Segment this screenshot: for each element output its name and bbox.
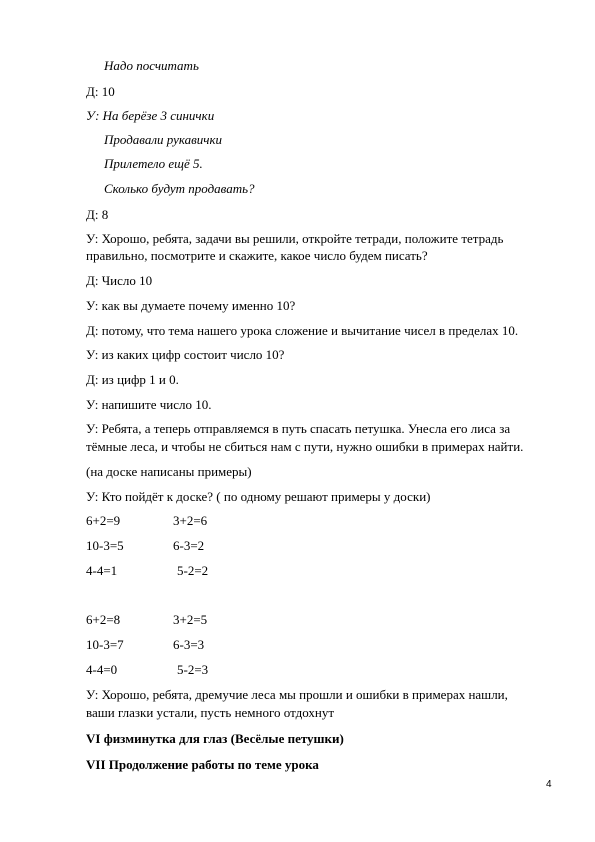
example-right: 6-3=3: [173, 637, 205, 652]
teacher-line-continued: правильно, посмотрите и скажите, какое число будем писать?: [86, 248, 428, 263]
example-left: 10-3=7: [86, 637, 124, 652]
teacher-question: У: как вы думаете почему именно 10?: [86, 298, 296, 313]
poem-line: Продавали рукавички: [104, 132, 223, 147]
teacher-line: У: Ребята, а теперь отправляемся в путь спасать петушка. Унесла его лиса за: [86, 421, 511, 436]
pupil-answer: Д: 10: [86, 84, 115, 99]
section-heading: VI физминутка для глаз (Весёлые петушки): [86, 731, 344, 746]
example-right: 3+2=5: [173, 612, 208, 627]
example-left: 4-4=0: [86, 662, 118, 677]
teacher-line: У: Хорошо, ребята, дремучие леса мы прошли и ошибки в примерах нашли,: [86, 687, 508, 702]
pupil-answer: Д: из цифр 1 и 0.: [86, 372, 179, 387]
poem-line: Прилетело ещё 5.: [104, 156, 203, 171]
teacher-question: У: Кто пойдёт к доске? ( по одному решают примеры у доски): [86, 489, 431, 504]
example-left: 4-4=1: [86, 563, 118, 578]
example-left: 6+2=9: [86, 513, 121, 528]
page-number: 4: [546, 779, 552, 790]
example-right: 5-2=2: [177, 563, 209, 578]
example-left: 6+2=8: [86, 612, 121, 627]
board-note: (на доске написаны примеры): [86, 464, 252, 479]
section-heading: VII Продолжение работы по теме урока: [86, 757, 319, 772]
example-left: 10-3=5: [86, 538, 124, 553]
pupil-answer: Д: потому, что тема нашего урока сложение и вычитание чисел в пределах 10.: [86, 323, 519, 338]
teacher-line-continued: ваши глазки устали, пусть немного отдохнут: [86, 705, 335, 720]
pupil-answer: Д: 8: [86, 207, 109, 222]
example-right: 6-3=2: [173, 538, 205, 553]
example-right: 5-2=3: [177, 662, 209, 677]
pupil-answer: Д: Число 10: [86, 273, 153, 288]
poem-line: Сколько будут продавать?: [104, 181, 255, 196]
teacher-line-continued: тёмные леса, и чтобы не сбиться нам с пути, нужно ошибки в примерах найти.: [86, 439, 524, 454]
teacher-line: У: Хорошо, ребята, задачи вы решили, откройте тетради, положите тетрадь: [86, 231, 504, 246]
teacher-riddle-line: У: На берёзе 3 синички: [86, 108, 215, 123]
teacher-question: У: из каких цифр состоит число 10?: [86, 347, 285, 362]
poem-line: Надо посчитать: [104, 58, 199, 73]
teacher-line: У: напишите число 10.: [86, 397, 212, 412]
example-right: 3+2=6: [173, 513, 208, 528]
